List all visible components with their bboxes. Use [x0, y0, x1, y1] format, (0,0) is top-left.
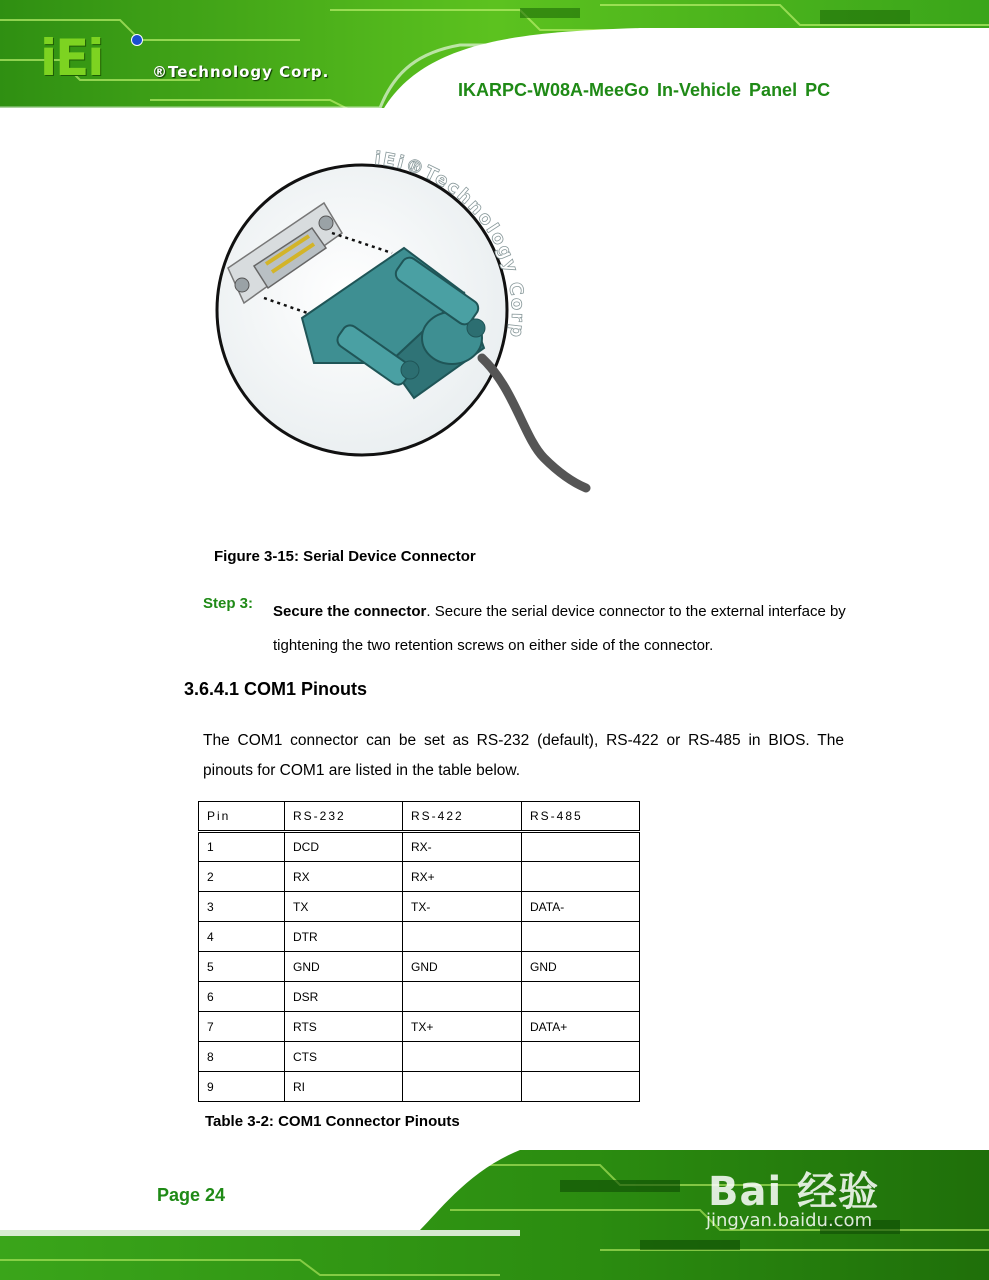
header-rs232: RS-232 — [285, 802, 403, 832]
table-cell: 1 — [199, 832, 285, 862]
table-row — [199, 832, 640, 862]
table-cell: 3 — [199, 892, 285, 922]
table-cell: GND — [522, 952, 640, 982]
table-row — [199, 952, 640, 982]
table-cell — [522, 922, 640, 952]
table-cell: RX+ — [403, 862, 522, 892]
step-text: . Secure the serial device connector to the external interface by tightening the two retention screws on either side of the connector. — [273, 603, 846, 654]
table-cell: 2 — [199, 862, 285, 892]
table-caption: Table 3-2: COM1 Connector Pinouts — [205, 1113, 460, 1130]
page-number: Page 24 — [157, 1185, 226, 1205]
table-cell — [403, 1072, 522, 1102]
watermark-main: Bai 经验 — [708, 1169, 880, 1215]
page-header — [0, 0, 989, 115]
section-intro: The COM1 connector can be set as RS-232 (default), RS-422 or RS-485 in BIOS. The pinouts for COM1 are listed in the table below. — [203, 732, 844, 779]
table-cell: TX+ — [403, 1012, 522, 1042]
logo-text: ®Technology Corp. — [152, 63, 330, 81]
table-cell: 8 — [199, 1042, 285, 1072]
table-cell: DCD — [285, 832, 403, 862]
step-bold-text: Secure the connector — [273, 603, 427, 620]
table-cell: RX — [285, 862, 403, 892]
table-cell: 7 — [199, 1012, 285, 1042]
table-cell — [403, 922, 522, 952]
header-rs422: RS-422 — [403, 802, 522, 832]
table-cell — [522, 832, 640, 862]
table-cell: RTS — [285, 1012, 403, 1042]
table-cell — [522, 1042, 640, 1072]
table-cell: DTR — [285, 922, 403, 952]
table-row — [199, 892, 640, 922]
baidu-watermark — [700, 1160, 970, 1240]
table-cell: 5 — [199, 952, 285, 982]
header-rs485: RS-485 — [522, 802, 640, 832]
table-cell: RX- — [403, 832, 522, 862]
section-heading: 3.6.4.1 COM1 Pinouts — [184, 679, 368, 699]
table-cell — [522, 982, 640, 1012]
table-header-row — [199, 802, 640, 832]
table-cell: GND — [403, 952, 522, 982]
table-cell: 4 — [199, 922, 285, 952]
serial-connector-figure — [214, 138, 594, 498]
table-cell: DSR — [285, 982, 403, 1012]
table-cell: DATA+ — [522, 1012, 640, 1042]
table-cell: 6 — [199, 982, 285, 1012]
serial-connector-illustration — [214, 138, 594, 498]
table-cell: DATA- — [522, 892, 640, 922]
table-row — [199, 1072, 640, 1102]
table-row — [199, 982, 640, 1012]
table-cell — [403, 1042, 522, 1072]
logo-mark: iEi — [40, 29, 103, 87]
table-cell: GND — [285, 952, 403, 982]
table-cell: TX — [285, 892, 403, 922]
table-row — [199, 1042, 640, 1072]
figure-caption: Figure 3-15: Serial Device Connector — [214, 548, 476, 565]
watermark-sub: jingyan.baidu.com — [706, 1210, 873, 1231]
table-row — [199, 922, 640, 952]
step-body — [273, 595, 853, 663]
logo-dot-icon — [131, 34, 143, 46]
table-row — [199, 1012, 640, 1042]
com1-pinout-table — [198, 801, 640, 1102]
step-label: Step 3: — [203, 595, 254, 612]
table-row — [199, 862, 640, 892]
table-cell: 9 — [199, 1072, 285, 1102]
table-cell — [403, 982, 522, 1012]
figure-watermark: iEi®Technology Corp — [373, 148, 529, 341]
table-cell — [522, 862, 640, 892]
table-cell — [522, 1072, 640, 1102]
header-pin: Pin — [199, 802, 285, 832]
company-logo — [40, 29, 330, 87]
table-cell: RI — [285, 1072, 403, 1102]
table-cell: TX- — [403, 892, 522, 922]
cable — [482, 358, 586, 488]
table-cell: CTS — [285, 1042, 403, 1072]
document-title: IKARPC-W08A-MeeGo In-Vehicle Panel PC — [458, 80, 831, 100]
